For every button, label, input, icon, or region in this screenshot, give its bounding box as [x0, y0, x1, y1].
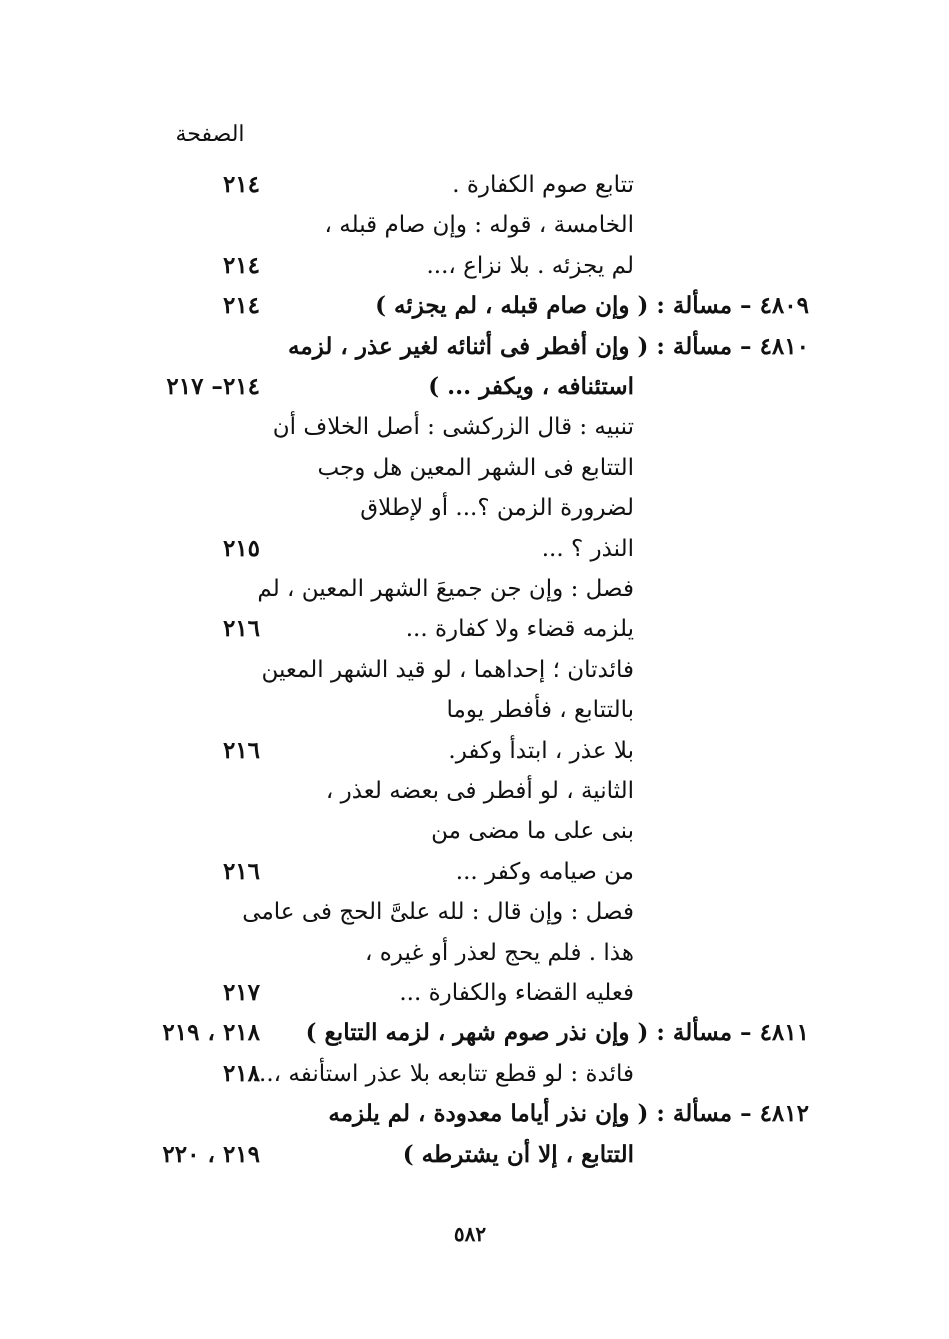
index-entry — [0, 529, 949, 569]
entry-text: النذر ؟ ... — [541, 535, 634, 562]
entry-text: تنبيه : قال الزركشى : أصل الخلاف أن — [272, 414, 634, 441]
entry-page-ref: ٢١٤ — [222, 171, 260, 198]
entry-page-ref: ٢١٦ — [222, 736, 260, 764]
index-entry — [0, 933, 949, 973]
entry-text: فائدة : لو قطع تتابعه بلا عذر استأنفه ،... — [251, 1060, 634, 1087]
index-entry — [0, 731, 949, 771]
index-entry — [0, 327, 949, 367]
entry-text: تتابع صوم الكفارة . — [452, 172, 634, 198]
index-entry — [0, 205, 949, 245]
entry-text: فائدتان ؛ إحداهما ، لو قيد الشهر المعين — [261, 656, 634, 683]
entry-text: هذا . فلم يحج لعذر أو غيره ، — [364, 939, 634, 966]
entry-text: فصل : وإن جن جميعَ الشهر المعين ، لم — [257, 576, 634, 602]
index-entry — [0, 690, 949, 730]
entry-page-ref: ٢١٤– ٢١٧ — [166, 373, 260, 400]
index-entry — [0, 286, 949, 326]
entry-text: التتابع ، إلا أن يشترطه ) — [402, 1140, 634, 1168]
index-entry — [0, 852, 949, 892]
index-entry — [0, 1094, 949, 1134]
index-entry — [0, 1054, 949, 1094]
entry-text: لضرورة الزمن ؟... أو لإطلاق — [360, 495, 634, 522]
entry-text: من صيامه وكفر ... — [455, 858, 634, 885]
index-entry — [0, 488, 949, 528]
entry-page-ref: ٢١٤ — [222, 251, 260, 279]
index-entry — [0, 1013, 949, 1053]
entry-text: ٤٨١٠ – مسألة : ( وإن أفطر فى أثنائه لغير عذر ، لزمه — [288, 332, 809, 360]
index-entry — [0, 448, 949, 488]
entry-page-ref: ٢١٨ ، ٢١٩ — [162, 1019, 260, 1047]
index-entry — [0, 367, 949, 407]
entry-text: بنى على ما مضى من — [431, 818, 634, 845]
entry-text: الثانية ، لو أفطر فى بعضه لعذر ، — [325, 778, 634, 804]
entry-page-ref: ٢١٥ — [222, 534, 260, 562]
index-entry — [0, 609, 949, 649]
entry-text: ٤٨١٢ – مسألة : ( وإن نذر أياما معدودة ، لم يلزمه — [328, 1100, 809, 1128]
entry-page-ref: ٢١٩ ، ٢٢٠ — [162, 1140, 260, 1168]
index-entry — [0, 1135, 949, 1175]
index-entry — [0, 246, 949, 286]
index-entry — [0, 892, 949, 932]
entry-text: بالتتابع ، فأفطر يوما — [446, 697, 634, 724]
page-column-header: الصفحة — [175, 122, 245, 147]
entry-text: بلا عذر ، ابتدأ وكفر. — [448, 737, 634, 764]
index-entry — [0, 569, 949, 609]
entry-text: فصل : وإن قال : لله علىَّ الحج فى عامى — [242, 899, 634, 926]
index-entry — [0, 771, 949, 811]
entry-page-ref: ٢١٨ — [222, 1059, 260, 1087]
entry-page-ref: ٢١٧ — [222, 979, 260, 1006]
entry-page-ref: ٢١٤ — [222, 292, 260, 320]
entry-text: يلزمه قضاء ولا كفارة ... — [405, 616, 634, 643]
entry-text: ٤٨١١ – مسألة : ( وإن نذر صوم شهر ، لزمه التتابع ) — [305, 1019, 809, 1047]
entry-text: الخامسة ، قوله : وإن صام قبله ، — [324, 212, 634, 239]
entry-text: ٤٨٠٩ – مسألة : ( وإن صام قبله ، لم يجزئه ) — [375, 292, 809, 320]
page-number: ٥٨٢ — [453, 1222, 487, 1246]
index-entry — [0, 973, 949, 1013]
entry-text: التتابع فى الشهر المعين هل وجب — [317, 454, 634, 481]
entry-page-ref: ٢١٦ — [222, 615, 260, 643]
index-entry — [0, 811, 949, 851]
entry-text: فعليه القضاء والكفارة ... — [399, 980, 634, 1006]
index-entry — [0, 165, 949, 205]
index-entry — [0, 650, 949, 690]
entry-text: استئنافه ، ويكفر ... ) — [428, 373, 634, 400]
entry-page-ref: ٢١٦ — [222, 857, 260, 885]
index-entry — [0, 407, 949, 447]
entry-text: لم يجزئه . بلا نزاع ،... — [426, 252, 634, 279]
